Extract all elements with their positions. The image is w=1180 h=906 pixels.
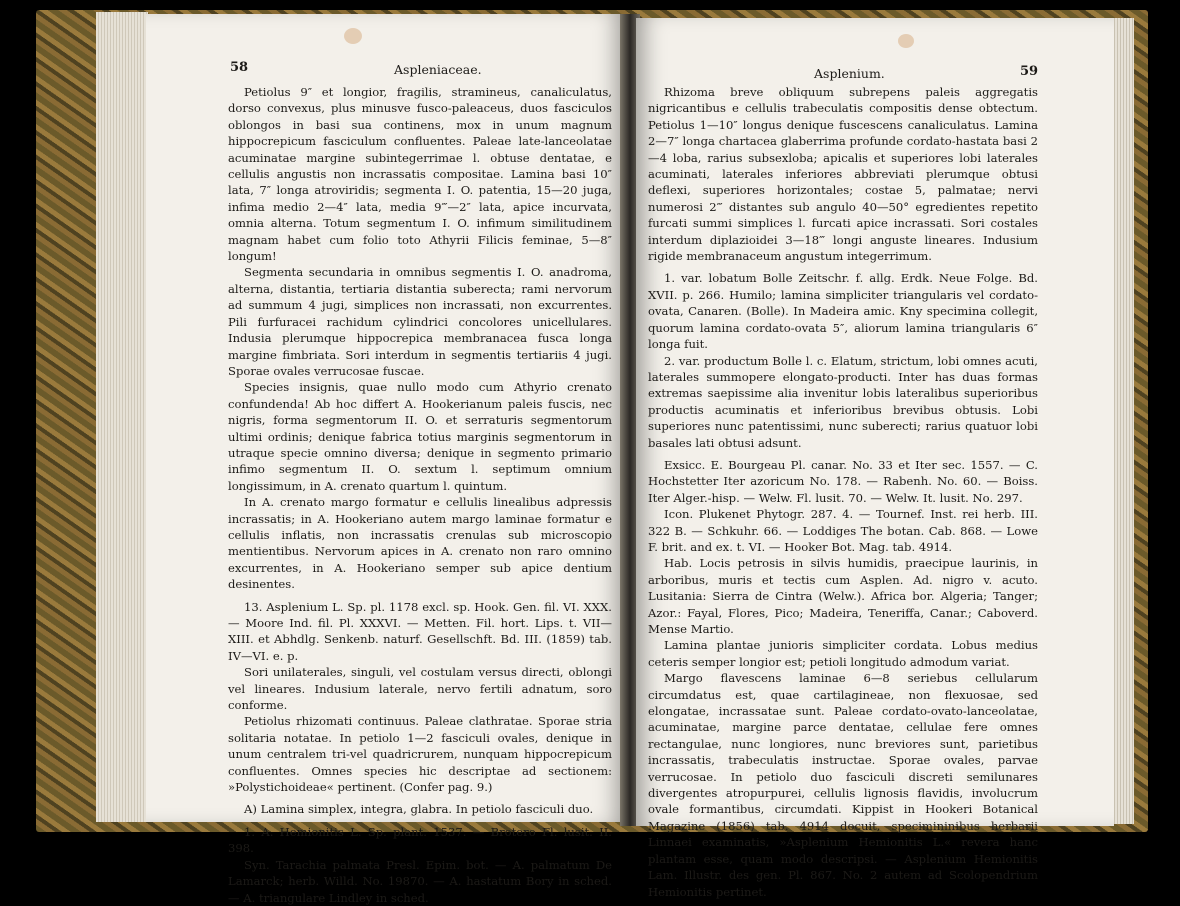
genus-heading: 13. Asplenium L. Sp. pl. 1178 excl. sp. Hook. Gen. fil. VI. XXX. — Moore Ind. fil. Pl. XXXVI. — Metten. Fil. hort. Lips. t. VII—XIII. et Abhdlg. Senkenb. naturf. Gesellschft. Bd. III. (1859) tab. IV—VI. e. p. xyxy=(228,599,612,663)
page-number: 59 xyxy=(1020,64,1039,79)
paragraph: Petiolus 9″ et longior, fragilis, stramineus, canaliculatus, dorso convexus, plus minusve fusco-paleaceus, duos fasciculos oblongos in basi sua continens, mox in unum magnum hippocrepicum fasciculum confluentes. Paleae late-lanceolatae acuminatae margine subintegerrimae l. obtuse dentatae, e cellulis angustis non incrassatis compositae. Lamina basi 10″ lata, 7″ longa atroviridis; segmenta I. O. patentia, 15—20 juga, infima medio 2—4″ lata, media 9‴—2″ lata, apice incurvata, omnia alterna. Totum segmentum I. O. infimum similitudinem magnam habet cum folio toto Athyrii Filicis feminae, 5—8″ longum! xyxy=(228,85,612,264)
left-page xyxy=(146,14,624,905)
paragraph: Syn. Tarachia palmata Presl. Epim. bot. — A. palmatum De Lamarck; herb. Willd. No. 19870. — A. hastatum Bory in sched. — A. triangulare Lindley in sched. xyxy=(228,857,612,905)
paragraph: Sori unilaterales, singuli, vel costulam versus directi, oblongi vel lineares. Indusium laterale, nervo fertili adnatum, soro conforme. xyxy=(228,665,612,713)
paragraph: Lamina plantae junioris simpliciter cordata. Lobus medius ceteris semper longior est; petioli longitudo admodum variat. xyxy=(648,638,1038,669)
paragraph: Rhizoma breve obliquum subrepens paleis aggregatis nigricantibus e cellulis trabeculatis compositis dense obtectum. Petiolus 1—10″ longus denique fuscescens canaliculatus. Lamina 2—7″ longa chartacea glaberrima profunde cordato-hastata basi 2—4 loba, rarius subsexloba; apicalis et superiores lobi laterales acuminati, laterales inferiores abbreviati plerumque obtusi deflexi, superiores horizontales; costae 5, palmatae; nervi numerosi 2‴ distantes sub angulo 40—50° egredientes repetito furcati summi simplices l. furcati apice incrassati. Sori costales interdum diplazioidei 3—18‴ longi anguste lineares. Indusium rigide membranaceum angustum integerrimum. xyxy=(648,85,1038,264)
paragraph: Species insignis, quae nullo modo cum Athyrio crenato confundenda! Ab hoc differt A. Hookerianum paleis fuscis, nec nigris, forma segmentorum II. O. et serraturis segmentorum ultimi ordinis; denique fabrica totius marginis segmentorum in utraque specie omnino diversa; denique in segmento primario infimo segmentum II. O. sextum l. septimum omnium longissimum, in A. crenato quartum l. quintum. xyxy=(228,380,612,493)
paper-stain xyxy=(344,28,362,44)
paragraph: Exsicc. E. Bourgeau Pl. canar. No. 33 et Iter sec. 1557. — C. Hochstetter Iter azoricum No. 178. — Rabenh. No. 60. — Boiss. Iter Alger.-hisp. — Welw. Fl. lusit. 70. — Welw. It. lusit. No. 297. xyxy=(648,457,1038,505)
paragraph: Hab. Locis petrosis in silvis humidis, praecipue laurinis, in arboribus, muris et tectis cum Asplen. Ad. nigro v. acuto. Lusitania: Sierra de Cintra (Welw.). Africa bor. Algeria; Tanger; Azor.: Fayal, Flores, Pico; Madeira, Teneriffa, Canar.; Caboverd. Mense Martio. xyxy=(648,556,1038,636)
left-page-text xyxy=(228,84,612,906)
paragraph: Segmenta secundaria in omnibus segmentis I. O. anadroma, alterna, distantia, tertiaria distantia suberecta; rami nervorum ad summum 4 jugi, simplices non incrassati, non excurrentes. Pili furfuracei rachidum cylindrici concolores unicellulares. Indusia plerumque hippocrepica membranacea fusca longa margine fimbriata. Sori interdum in segmentis tertiariis 4 jugi. Sporae ovales verrucosae fuscae. xyxy=(228,265,612,378)
section-heading: A) Lamina simplex, integra, glabra. In petiolo fasciculi duo. xyxy=(244,802,594,817)
right-page-text xyxy=(648,84,1038,900)
paragraph: Petiolus rhizomati continuus. Paleae clathratae. Sporae stria solitaria notatae. In petiolo 1—2 fasciculi ovales, denique in unum centralem tri-vel quadricrurem, nunquam hippocrepicum confluentes. Omnes species hic descriptae ad sectionem: »Polystichoideae« pertinent. (Confer pag. 9.) xyxy=(228,714,612,795)
left-page-edges xyxy=(96,12,148,822)
running-head: Aspleniaceae. xyxy=(394,62,482,77)
page-number: 58 xyxy=(230,60,249,75)
paragraph: 2. var. productum Bolle l. c. Elatum, strictum, lobi omnes acuti, laterales summopere elongato-producti. Inter has duas formas extremas saepissime alia invenitur lobis lateralibus superioribus productis acuminatis et inferioribus brevibus obtusis. Lobi superiores nunc patentissimi, nunc suberecti; rarius quatuor lobi basales lati obtusi adsunt. xyxy=(648,353,1038,450)
paragraph: In A. crenato margo formatur e cellulis linealibus adpressis incrassatis; in A. Hookeriano autem margo laminae formatur e cellulis inflatis, non incrassatis crenulas sub microscopio mentientibus. Nervorum apices in A. crenato non raro omnino excurrentes, in A. Hookeriano semper sub apice dentium desinentes. xyxy=(228,495,612,592)
species-heading: 1. A. Hemionitis L. Sp. plant. 1537. — Brotero Fl. lusit. II. 398. xyxy=(228,824,612,856)
right-page xyxy=(636,18,1114,899)
paragraph: 1. var. lobatum Bolle Zeitschr. f. allg. Erdk. Neue Folge. Bd. XVII. p. 266. Humilo; lamina simpliciter triangularis vel cordato-ovata, Canaren. (Bolle). In Madeira amic. Kny specimina collegit, quorum lamina cordato-ovata 5″, aliorum lamina triangularis 6″ longa fuit. xyxy=(648,271,1038,352)
running-head: Asplenium. xyxy=(814,66,885,81)
paper-stain xyxy=(898,34,914,48)
right-page-edges xyxy=(1112,18,1134,824)
paragraph: Icon. Plukenet Phytogr. 287. 4. — Tournef. Inst. rei herb. III. 322 B. — Schkuhr. 66. — Loddiges The botan. Cab. 868. — Lowe F. brit. and ex. t. VI. — Hooker Bot. Mag. tab. 4914. xyxy=(648,507,1038,554)
paragraph: Margo flavescens laminae 6—8 seriebus cellularum circumdatus est, quae cartilagineae, non flexuosae, sed elongatae, incrassatae sunt. Paleae cordato-ovato-lanceolatae, acuminatae, margine parce dentatae, cellulae fere omnes rectangulae, nunc longiores, nunc breviores sunt, parietibus incrassatis, trabeculatis instructae. Sporae ovales, parvae verrucosae. In petiolo duo fasciculi discreti semilunares divergentes atropurpurei, cellulis lignosis flavidis, involucrum ovale formantibus, circumdati. Kippist in Hookeri Botanical Magazine (1856) tab. 4914 docuit, specimininibus herbarii Linnaei examinatis, »Asplenium Hemionitis L.« revera hanc plantam esse, quam modo descripsi. — Asplenium Hemionitis Lam. Illustr. des gen. Pl. 867. No. 2 autem ad Scolopendrium Hemionitis pertinet. xyxy=(648,671,1038,899)
